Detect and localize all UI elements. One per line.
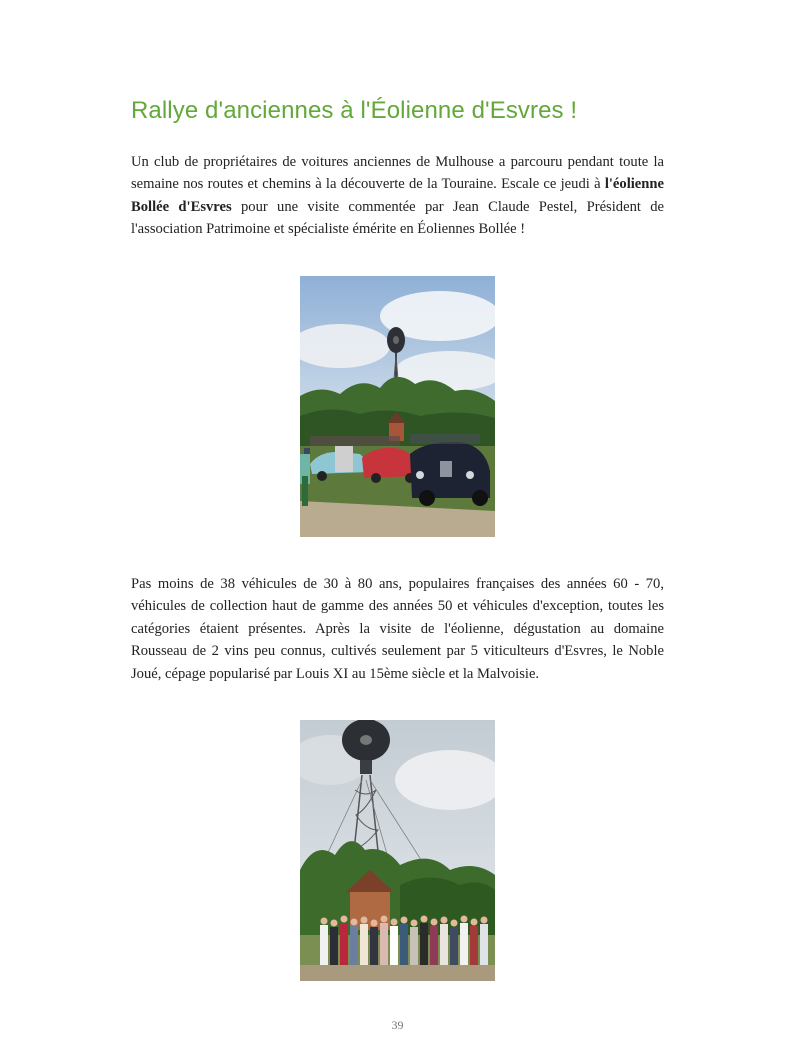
details-paragraph: Pas moins de 38 véhicules de 30 à 80 ans, populaires françaises des années 60 - 70, véhicules de collection haut de gamme des années 50 et véhicules d'exception, toutes les catégories étaient présentes. Après la visite de l'éolienne, dégustation au domaine Rousseau de 2 vins peu connus, cultivés seulement par 5 viticulteurs d'Esvres, le Noble Joué, cépage popularisé par Louis XI au 15ème siècle et la Malvoisie. [131, 576, 664, 682]
intro-text-end: pour une visite commentée par Jean Claude Pestel, Président de l'association Patrimoine et spécialiste émérite en Éoliennes Bollée ! [131, 198, 665, 238]
photo-classic-cars-windmill [300, 276, 495, 537]
page-title: Rallye d'anciennes à l'Éolienne d'Esvres ! [131, 97, 578, 124]
intro-text-start: Un club de propriétaires de voitures anciennes de Mulhouse a parcouru pendant toute la semaine nos routes et chemins à la découverte de la Touraine. Escale ce jeudi à [131, 154, 664, 193]
page-number: 39 [391, 1018, 404, 1032]
photo-group-under-windmill [300, 720, 495, 981]
intro-bold-text: l'éolienne Bollée d'Esvres [131, 176, 664, 215]
intro-paragraph [131, 151, 664, 241]
